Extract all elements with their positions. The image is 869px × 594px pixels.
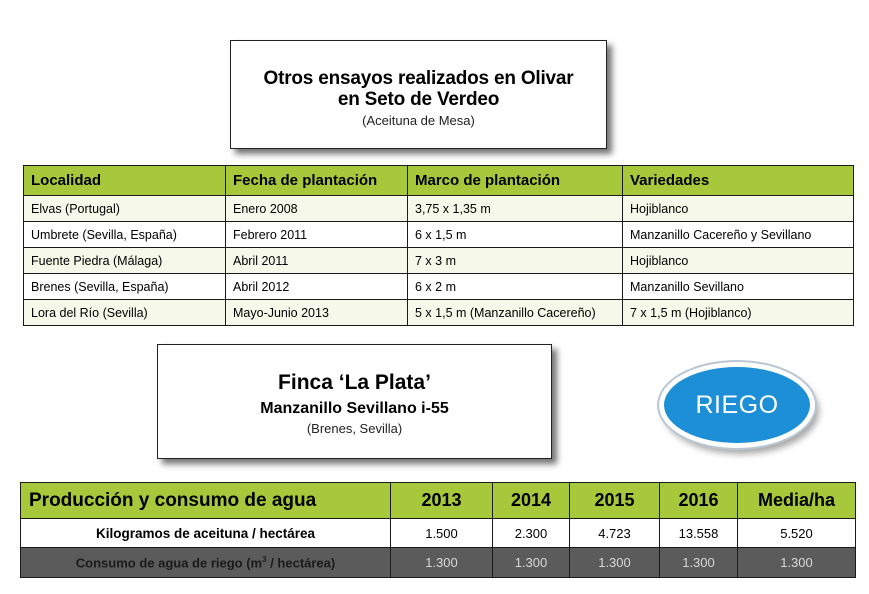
cell-variedades: Manzanillo Cacereño y Sevillano: [623, 222, 854, 248]
cell-marco: 3,75 x 1,35 m: [408, 196, 623, 222]
row-label: Kilogramos de aceituna / hectárea: [21, 519, 391, 548]
row-label-superscript: 3: [262, 554, 267, 564]
cell-value: 2.300: [493, 519, 570, 548]
table-row: [24, 248, 854, 274]
cell-value: 1.300: [493, 548, 570, 578]
cell-marco: 5 x 1,5 m (Manzanillo Cacereño): [408, 300, 623, 326]
header-fecha: Fecha de plantación: [226, 166, 408, 196]
title-box-otros-ensayos: [230, 40, 607, 149]
header-year: 2016: [660, 483, 738, 519]
cell-localidad: Elvas (Portugal): [24, 196, 226, 222]
table-row-consumo: [21, 548, 856, 578]
riego-badge: RIEGO: [659, 362, 815, 448]
cell-variedades: Hojiblanco: [623, 196, 854, 222]
production-header-row: [21, 483, 856, 519]
cell-variedades: Hojiblanco: [623, 248, 854, 274]
trials-header-row: [24, 166, 854, 196]
table-row: [24, 274, 854, 300]
cell-value: 1.300: [660, 548, 738, 578]
cell-variedades: 7 x 1,5 m (Hojiblanco): [623, 300, 854, 326]
title-box-subtitle: (Aceituna de Mesa): [362, 113, 475, 128]
finca-box: [157, 344, 552, 459]
cell-fecha: Abril 2012: [226, 274, 408, 300]
cell-value: 1.300: [570, 548, 660, 578]
cell-variedades: Manzanillo Sevillano: [623, 274, 854, 300]
cell-value: 1.300: [391, 548, 493, 578]
title-box-heading: [231, 68, 606, 110]
header-localidad: Localidad: [24, 166, 226, 196]
cell-value: 1.500: [391, 519, 493, 548]
production-title: Producción y consumo de agua: [21, 483, 391, 519]
row-label-text-end: / hectárea): [266, 555, 336, 571]
row-label: [21, 548, 391, 578]
header-marco: Marco de plantación: [408, 166, 623, 196]
cell-marco: 6 x 2 m: [408, 274, 623, 300]
table-row: [24, 222, 854, 248]
header-variedades: Variedades: [623, 166, 854, 196]
table-row-kilogramos: [21, 519, 856, 548]
title-line-2: en Seto de Verdeo: [337, 89, 500, 110]
cell-fecha: Enero 2008: [226, 196, 408, 222]
cell-marco: 7 x 3 m: [408, 248, 623, 274]
cell-fecha: Mayo-Junio 2013: [226, 300, 408, 326]
header-year: 2013: [391, 483, 493, 519]
finca-variety: Manzanillo Sevillano i-55: [260, 400, 449, 417]
title-line-1: Otros ensayos realizados en Olivar: [263, 68, 574, 89]
cell-value: 5.520: [738, 519, 856, 548]
header-media: Media/ha: [738, 483, 856, 519]
production-table: [20, 482, 856, 578]
cell-value: 13.558: [660, 519, 738, 548]
cell-fecha: Abril 2011: [226, 248, 408, 274]
table-row: [24, 300, 854, 326]
row-label-text: Consumo de agua de riego (m: [75, 555, 263, 571]
cell-localidad: Lora del Río (Sevilla): [24, 300, 226, 326]
cell-value: 4.723: [570, 519, 660, 548]
cell-localidad: Brenes (Sevilla, España): [24, 274, 226, 300]
cell-value: 1.300: [738, 548, 856, 578]
cell-fecha: Febrero 2011: [226, 222, 408, 248]
finca-location: (Brenes, Sevilla): [306, 421, 403, 436]
header-year: 2015: [570, 483, 660, 519]
table-row: [24, 196, 854, 222]
cell-localidad: Fuente Piedra (Málaga): [24, 248, 226, 274]
trials-table: [23, 165, 854, 326]
cell-localidad: Umbrete (Sevilla, España): [24, 222, 226, 248]
header-year: 2014: [493, 483, 570, 519]
cell-marco: 6 x 1,5 m: [408, 222, 623, 248]
finca-title: Finca ‘La Plata’: [278, 371, 431, 394]
